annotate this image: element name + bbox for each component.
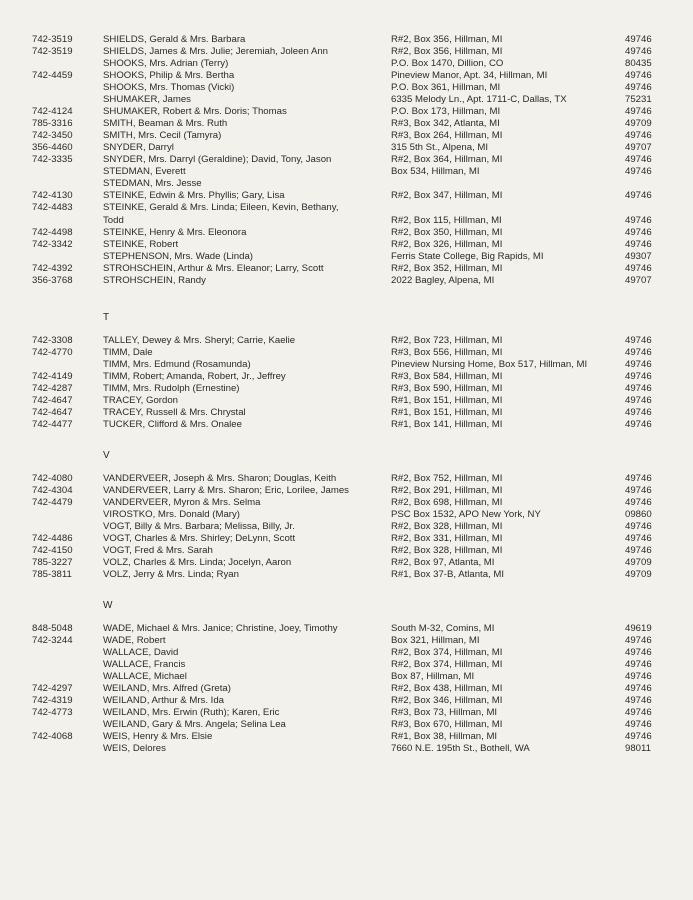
entry-zip: 49746 <box>625 671 652 682</box>
entry-address: Box 321, Hillman, MI <box>391 635 480 646</box>
directory-entry <box>0 34 693 46</box>
entry-name: TUCKER, Clifford & Mrs. Onalee <box>103 419 242 430</box>
directory-entry <box>0 215 693 227</box>
entry-phone: 742-4080 <box>32 473 73 484</box>
directory-entry <box>0 347 693 359</box>
entry-address: R#2, Box 698, Hillman, MI <box>391 497 503 508</box>
entry-address: South M-32, Comins, MI <box>391 623 495 634</box>
entry-name: STEPHENSON, Mrs. Wade (Linda) <box>103 251 253 262</box>
entry-zip: 09860 <box>625 509 652 520</box>
directory-entry <box>0 335 693 347</box>
entry-address: R#2, Box 723, Hillman, MI <box>391 335 503 346</box>
entry-address: R#2, Box 328, Hillman, MI <box>391 545 503 556</box>
entry-name: TIMM, Mrs. Edmund (Rosamunda) <box>103 359 251 370</box>
directory-entry <box>0 383 693 395</box>
entry-zip: 49746 <box>625 659 652 670</box>
directory-entry <box>0 659 693 671</box>
entry-name: VOGT, Fred & Mrs. Sarah <box>103 545 213 556</box>
entry-phone: 785-3316 <box>32 118 73 129</box>
entry-address: R#3, Box 670, Hillman, MI <box>391 719 503 730</box>
entry-name: VOLZ, Charles & Mrs. Linda; Jocelyn, Aaron <box>103 557 292 568</box>
directory-entry <box>0 82 693 94</box>
entry-phone: 742-3244 <box>32 635 73 646</box>
entry-address: R#2, Box 374, Hillman, MI <box>391 659 503 670</box>
entry-zip: 80435 <box>625 58 652 69</box>
entry-address: 315 5th St., Alpena, MI <box>391 142 489 153</box>
entry-address: 6335 Melody Ln., Apt. 1711-C, Dallas, TX <box>391 94 567 105</box>
entry-phone: 742-4297 <box>32 683 73 694</box>
directory-entry <box>0 719 693 731</box>
entry-address: R#1, Box 141, Hillman, MI <box>391 419 503 430</box>
entry-name: TRACEY, Gordon <box>103 395 179 406</box>
entry-name: STEDMAN, Mrs. Jesse <box>103 178 202 189</box>
entry-phone: 356-3768 <box>32 275 73 286</box>
entry-name: STEINKE, Henry & Mrs. Eleonora <box>103 227 247 238</box>
entry-phone: 356-4460 <box>32 142 73 153</box>
entry-address: Pineview Nursing Home, Box 517, Hillman, MI <box>391 359 588 370</box>
entry-zip: 49619 <box>625 623 652 634</box>
entry-address: Box 87, Hillman, MI <box>391 671 475 682</box>
entry-name: TRACEY, Russell & Mrs. Chrystal <box>103 407 246 418</box>
entry-phone: 742-4392 <box>32 263 73 274</box>
directory-entry <box>0 142 693 154</box>
entry-zip: 49746 <box>625 383 652 394</box>
entry-name: WEIS, Delores <box>103 743 166 754</box>
entry-zip: 49746 <box>625 395 652 406</box>
entry-address: R#2, Box 374, Hillman, MI <box>391 647 503 658</box>
entry-zip: 49746 <box>625 695 652 706</box>
entry-name: WEIS, Henry & Mrs. Elsie <box>103 731 213 742</box>
directory-entry <box>0 190 693 202</box>
entry-zip: 49746 <box>625 82 652 93</box>
entry-zip: 49746 <box>625 371 652 382</box>
entry-phone: 742-4483 <box>32 202 73 213</box>
directory-entry <box>0 683 693 695</box>
entry-name: WEILAND, Mrs. Alfred (Greta) <box>103 683 231 694</box>
entry-name: VANDERVEER, Larry & Mrs. Sharon; Eric, Lorilee, James <box>103 485 349 496</box>
directory-entry <box>0 743 693 755</box>
directory-entry <box>0 473 693 485</box>
entry-name: WEILAND, Mrs. Erwin (Ruth); Karen, Eric <box>103 707 280 718</box>
entry-name: WEILAND, Arthur & Mrs. Ida <box>103 695 225 706</box>
entry-zip: 49746 <box>625 347 652 358</box>
entry-name: TIMM, Mrs. Rudolph (Ernestine) <box>103 383 240 394</box>
entry-name: SHIELDS, Gerald & Mrs. Barbara <box>103 34 246 45</box>
entry-phone: 848-5048 <box>32 623 73 634</box>
entry-name: SHOOKS, Philip & Mrs. Bertha <box>103 70 235 81</box>
entry-phone: 742-3342 <box>32 239 73 250</box>
entry-name: STROHSCHEIN, Arthur & Mrs. Eleanor; Larry, Scott <box>103 263 324 274</box>
entry-name: STROHSCHEIN, Randy <box>103 275 206 286</box>
entry-address: R#2, Box 356, Hillman, MI <box>391 46 503 57</box>
directory-entry <box>0 178 693 190</box>
entry-address: R#2, Box 331, Hillman, MI <box>391 533 503 544</box>
entry-name: SHUMAKER, Robert & Mrs. Doris; Thomas <box>103 106 287 117</box>
directory-entry <box>0 533 693 545</box>
directory-entry <box>0 509 693 521</box>
entry-address: R#2, Box 328, Hillman, MI <box>391 521 503 532</box>
directory-entry <box>0 202 693 214</box>
section-letter: W <box>103 600 113 611</box>
entry-zip: 98011 <box>625 743 651 754</box>
entry-zip: 49746 <box>625 497 652 508</box>
directory-entry <box>0 275 693 287</box>
entry-phone: 742-4773 <box>32 707 73 718</box>
entry-phone: 742-4647 <box>32 395 73 406</box>
entry-address: R#1, Box 151, Hillman, MI <box>391 395 503 406</box>
entry-address: R#1, Box 38, Hillman, MI <box>391 731 498 742</box>
entry-address: R#2, Box 347, Hillman, MI <box>391 190 503 201</box>
entry-name: SHIELDS, James & Mrs. Julie; Jeremiah, Joleen Ann <box>103 46 329 57</box>
entry-name: STEINKE, Robert <box>103 239 179 250</box>
entry-address: R#2, Box 291, Hillman, MI <box>391 485 503 496</box>
entry-address: R#2, Box 364, Hillman, MI <box>391 154 503 165</box>
entry-zip: 49746 <box>625 719 652 730</box>
entry-zip: 49709 <box>625 569 652 580</box>
entry-name: VANDERVEER, Myron & Mrs. Selma <box>103 497 261 508</box>
entry-phone: 742-4486 <box>32 533 73 544</box>
entry-name: WEILAND, Gary & Mrs. Angela; Selina Lea <box>103 719 286 730</box>
directory-entry <box>0 731 693 743</box>
entry-zip: 49746 <box>625 473 652 484</box>
entry-address: R#2, Box 346, Hillman, MI <box>391 695 503 706</box>
directory-entry <box>0 623 693 635</box>
entry-zip: 49746 <box>625 34 652 45</box>
entry-phone: 742-4770 <box>32 347 73 358</box>
entry-address: R#2, Box 352, Hillman, MI <box>391 263 503 274</box>
entry-phone: 742-4304 <box>32 485 73 496</box>
entry-name: SMITH, Mrs. Cecil (Tamyra) <box>103 130 222 141</box>
entry-zip: 49746 <box>625 106 652 117</box>
entry-phone: 742-3450 <box>32 130 73 141</box>
directory-entry <box>0 227 693 239</box>
entry-address: R#2, Box 115, Hillman, MI <box>391 215 502 226</box>
entry-zip: 49746 <box>625 190 652 201</box>
directory-entry <box>0 419 693 431</box>
entry-name: TIMM, Robert; Amanda, Robert, Jr., Jeffrey <box>103 371 286 382</box>
section-letter: T <box>103 312 110 323</box>
directory-entry <box>0 635 693 647</box>
entry-zip: 49746 <box>625 70 652 81</box>
entry-address: PSC Box 1532, APO New York, NY <box>391 509 541 520</box>
directory-entry <box>0 485 693 497</box>
entry-zip: 75231 <box>625 94 652 105</box>
directory-entry <box>0 521 693 533</box>
directory-entry <box>0 557 693 569</box>
entry-address: Pineview Manor, Apt. 34, Hillman, MI <box>391 70 548 81</box>
entry-name: WALLACE, Michael <box>103 671 187 682</box>
entry-phone: 742-3519 <box>32 34 73 45</box>
entry-zip: 49746 <box>625 545 652 556</box>
entry-address: R#2, Box 326, Hillman, MI <box>391 239 503 250</box>
entry-name: SMITH, Beaman & Mrs. Ruth <box>103 118 228 129</box>
entry-address: R#3, Box 264, Hillman, MI <box>391 130 503 141</box>
directory-entry <box>0 166 693 178</box>
entry-phone: 742-3308 <box>32 335 73 346</box>
entry-zip: 49746 <box>625 407 652 418</box>
entry-name: WADE, Robert <box>103 635 166 646</box>
entry-phone: 742-4149 <box>32 371 73 382</box>
directory-entry <box>0 407 693 419</box>
entry-phone: 742-3519 <box>32 46 73 57</box>
entry-address: R#2, Box 356, Hillman, MI <box>391 34 503 45</box>
entry-zip: 49707 <box>625 275 652 286</box>
entry-zip: 49746 <box>625 485 652 496</box>
entry-address: P.O. Box 1470, Dillion, CO <box>391 58 504 69</box>
entry-name: SNYDER, Mrs. Darryl (Geraldine); David, Tony, Jason <box>103 154 332 165</box>
entry-address: R#3, Box 342, Atlanta, MI <box>391 118 500 129</box>
directory-entry <box>0 569 693 581</box>
entry-phone: 742-4319 <box>32 695 73 706</box>
entry-zip: 49746 <box>625 419 652 430</box>
entry-phone: 742-4130 <box>32 190 73 201</box>
directory-entry <box>0 707 693 719</box>
entry-zip: 49307 <box>625 251 652 262</box>
entry-zip: 49746 <box>625 335 652 346</box>
entry-phone: 742-4068 <box>32 731 73 742</box>
directory-entry <box>0 671 693 683</box>
entry-name: Todd <box>103 215 124 226</box>
entry-address: R#1, Box 37-B, Atlanta, MI <box>391 569 505 580</box>
entry-zip: 49746 <box>625 154 652 165</box>
directory-entry <box>0 154 693 166</box>
entry-address: R#2, Box 350, Hillman, MI <box>391 227 503 238</box>
entry-phone: 742-4479 <box>32 497 73 508</box>
entry-name: WALLACE, David <box>103 647 179 658</box>
entry-phone: 785-3811 <box>32 569 72 580</box>
entry-phone: 742-4124 <box>32 106 73 117</box>
directory-entry <box>0 263 693 275</box>
entry-address: R#3, Box 584, Hillman, MI <box>391 371 503 382</box>
directory-entry <box>0 359 693 371</box>
directory-entry <box>0 395 693 407</box>
entry-phone: 742-4150 <box>32 545 73 556</box>
entry-name: WALLACE, Francis <box>103 659 186 670</box>
entry-zip: 49746 <box>625 683 652 694</box>
entry-name: VOGT, Billy & Mrs. Barbara; Melissa, Billy, Jr. <box>103 521 295 532</box>
entry-address: R#3, Box 556, Hillman, MI <box>391 347 503 358</box>
entry-phone: 742-4477 <box>32 419 73 430</box>
entry-address: R#1, Box 151, Hillman, MI <box>391 407 503 418</box>
entry-name: WADE, Michael & Mrs. Janice; Christine, Joey, Timothy <box>103 623 338 634</box>
directory-entry <box>0 251 693 263</box>
entry-phone: 742-4498 <box>32 227 73 238</box>
entry-address: 2022 Bagley, Alpena, MI <box>391 275 495 286</box>
entry-phone: 742-4647 <box>32 407 73 418</box>
entry-zip: 49746 <box>625 647 652 658</box>
entry-name: STEINKE, Gerald & Mrs. Linda; Eileen, Kevin, Bethany, <box>103 202 339 213</box>
entry-zip: 49746 <box>625 130 652 141</box>
directory-entry <box>0 46 693 58</box>
entry-name: STEDMAN, Everett <box>103 166 186 177</box>
entry-name: SNYDER, Darryl <box>103 142 174 153</box>
entry-zip: 49709 <box>625 557 652 568</box>
directory-entry <box>0 70 693 82</box>
directory-entry <box>0 94 693 106</box>
entry-phone: 742-3335 <box>32 154 73 165</box>
entry-address: R#2, Box 438, Hillman, MI <box>391 683 503 694</box>
entry-address: P.O. Box 361, Hillman, MI <box>391 82 501 93</box>
section-letter: V <box>103 450 110 461</box>
entry-phone: 742-4287 <box>32 383 73 394</box>
entry-name: VOGT, Charles & Mrs. Shirley; DeLynn, Scott <box>103 533 296 544</box>
entry-name: SHUMAKER, James <box>103 94 191 105</box>
entry-name: SHOOKS, Mrs. Adrian (Terry) <box>103 58 229 69</box>
entry-zip: 49746 <box>625 359 652 370</box>
directory-entry <box>0 130 693 142</box>
directory-entry <box>0 239 693 251</box>
entry-address: Box 534, Hillman, MI <box>391 166 480 177</box>
entry-zip: 49746 <box>625 227 652 238</box>
entry-zip: 49709 <box>625 118 652 129</box>
entry-zip: 49746 <box>625 166 652 177</box>
entry-zip: 49746 <box>625 533 652 544</box>
entry-zip: 49746 <box>625 521 652 532</box>
entry-zip: 49746 <box>625 239 652 250</box>
entry-name: SHOOKS, Mrs. Thomas (Vicki) <box>103 82 235 93</box>
entry-zip: 49707 <box>625 142 652 153</box>
entry-phone: 785-3227 <box>32 557 73 568</box>
entry-address: R#3, Box 73, Hillman, MI <box>391 707 498 718</box>
directory-entry <box>0 371 693 383</box>
entry-name: STEINKE, Edwin & Mrs. Phyllis; Gary, Lisa <box>103 190 285 201</box>
directory-entry <box>0 695 693 707</box>
entry-name: TALLEY, Dewey & Mrs. Sheryl; Carrie, Kaelie <box>103 335 296 346</box>
entry-address: P.O. Box 173, Hillman, MI <box>391 106 501 117</box>
entry-zip: 49746 <box>625 731 652 742</box>
directory-entry <box>0 106 693 118</box>
entry-name: TIMM, Dale <box>103 347 153 358</box>
directory-entry <box>0 545 693 557</box>
entry-address: R#2, Box 97, Atlanta, MI <box>391 557 495 568</box>
directory-entry <box>0 58 693 70</box>
entry-zip: 49746 <box>625 46 652 57</box>
directory-entry <box>0 647 693 659</box>
entry-address: Ferris State College, Big Rapids, MI <box>391 251 544 262</box>
entry-zip: 49746 <box>625 263 652 274</box>
entry-zip: 49746 <box>625 635 652 646</box>
entry-zip: 49746 <box>625 707 652 718</box>
entry-name: VOLZ, Jerry & Mrs. Linda; Ryan <box>103 569 239 580</box>
entry-address: R#2, Box 752, Hillman, MI <box>391 473 503 484</box>
entry-address: R#3, Box 590, Hillman, MI <box>391 383 503 394</box>
directory-entry <box>0 497 693 509</box>
entry-address: 7660 N.E. 195th St., Bothell, WA <box>391 743 530 754</box>
entry-zip: 49746 <box>625 215 652 226</box>
entry-name: VIROSTKO, Mrs. Donald (Mary) <box>103 509 240 520</box>
directory-entry <box>0 118 693 130</box>
entry-phone: 742-4459 <box>32 70 73 81</box>
entry-name: VANDERVEER, Joseph & Mrs. Sharon; Douglas, Keith <box>103 473 337 484</box>
